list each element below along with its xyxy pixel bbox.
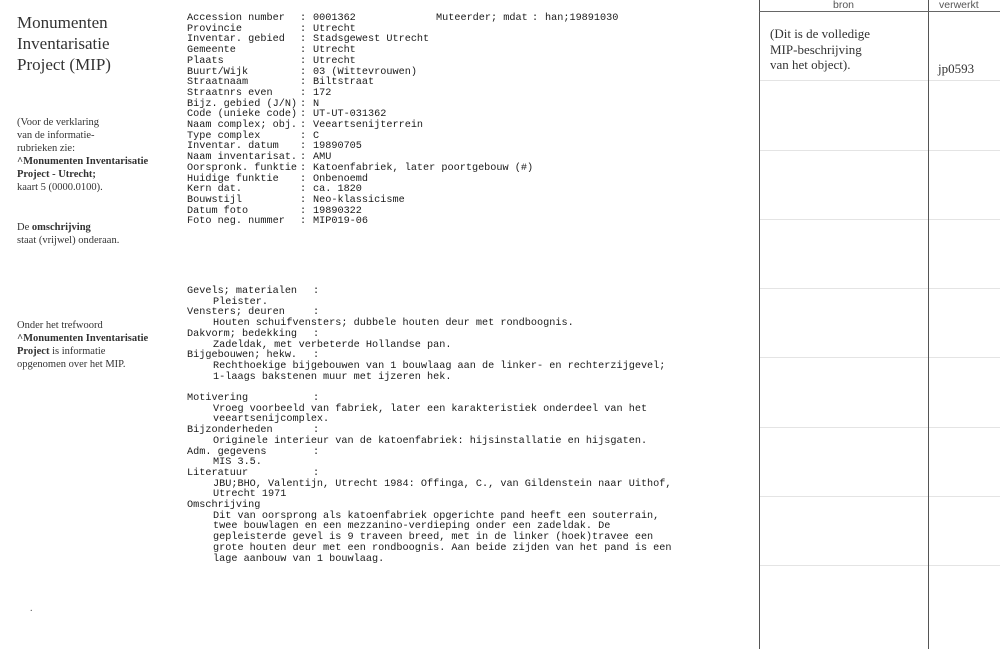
- field-row: [187, 217, 752, 228]
- section-text: JBU;BHO, Valentijn, Utrecht 1984: Offinga, C., van Gildenstein naar Uithof,: [213, 478, 672, 490]
- note-text: De: [17, 222, 32, 233]
- section-text: veeartsenijcomplex.: [213, 414, 330, 426]
- sidebar-title: [17, 12, 177, 75]
- section-label: Omschrijving: [187, 500, 261, 512]
- sidebar-title-line: Inventarisatie: [17, 34, 110, 53]
- field-label: Gemeente: [187, 45, 236, 57]
- field-label: Huidige funktie: [187, 173, 279, 185]
- section-text: grote houten deur met een rondboognis. Aan beide zijden van het pand is een: [213, 542, 672, 554]
- field-row: [187, 14, 752, 25]
- table-row-line: [760, 219, 928, 220]
- field-colon: :: [300, 173, 307, 185]
- field-colon: :: [300, 13, 307, 24]
- section-text: Originele interieur van de katoenfabriek: hijsinstallatie en hijsgaten.: [213, 435, 648, 447]
- table-row-line: [760, 288, 928, 289]
- column-header-bron: bron: [833, 0, 855, 11]
- mutator-label: Muteerder; mdat: [436, 13, 528, 24]
- field-label: Bouwstijl: [187, 194, 243, 206]
- table-row-line: [760, 357, 928, 358]
- field-value: Utrecht: [313, 23, 356, 35]
- field-colon: :: [300, 216, 307, 228]
- field-label: Naam complex; obj.: [187, 120, 298, 132]
- sidebar-note-description: [17, 221, 177, 247]
- table-row-line: [760, 496, 928, 497]
- section-text: Pleister.: [213, 296, 269, 308]
- field-value: N: [313, 98, 320, 110]
- sidebar: [17, 12, 177, 614]
- field-value: Biltstraat: [313, 77, 375, 89]
- field-value: 0001362: [313, 13, 356, 24]
- field-colon: :: [300, 45, 307, 57]
- note-line: staat (vrijwel) onderaan.: [17, 235, 120, 246]
- field-value: 03 (Wittevrouwen): [313, 66, 417, 78]
- field-colon: :: [300, 152, 307, 164]
- field-label: Naam inventarisat.: [187, 152, 298, 164]
- field-label: Straatnaam: [187, 77, 249, 89]
- note-line: kaart 5 (0000.0100).: [17, 182, 103, 193]
- field-label: Type complex: [187, 130, 261, 142]
- bron-cell: [770, 26, 920, 73]
- field-label: Inventar. datum: [187, 141, 279, 153]
- field-value: C: [313, 130, 320, 142]
- field-colon: :: [300, 120, 307, 132]
- field-value: Katoenfabriek, later poortgebouw (#): [313, 162, 534, 174]
- table-row-line: [760, 565, 928, 566]
- section-text: 1-laags bakstenen muur met ijzeren hek.: [213, 371, 452, 383]
- table-row-line: [760, 80, 928, 81]
- field-colon: :: [300, 66, 307, 78]
- section-colon: :: [313, 286, 320, 297]
- sidebar-title-line: Monumenten: [17, 13, 108, 32]
- field-row: [187, 185, 752, 196]
- section-text: Rechthoekige bijgebouwen van 1 bouwlaag aan de linker- en rechterzijgevel;: [213, 360, 666, 372]
- section-colon: :: [313, 328, 320, 340]
- field-value: AMU: [313, 152, 332, 164]
- note-reference-link[interactable]: Project: [17, 346, 50, 357]
- section-omschrijving: [187, 501, 752, 565]
- field-colon: :: [300, 130, 307, 142]
- field-value: Utrecht: [313, 45, 356, 57]
- field-value: Neo-klassicisme: [313, 194, 405, 206]
- field-colon: :: [300, 55, 307, 67]
- field-label: Inventar. gebied: [187, 34, 285, 46]
- field-row: [187, 121, 752, 132]
- note-line: van de informatie-: [17, 130, 95, 141]
- table-header-rule: [759, 11, 1000, 12]
- section-text: Zadeldak, met verbeterde Hollandse pan.: [213, 339, 452, 351]
- section-label: Bijzonderheden: [187, 425, 273, 437]
- field-row: [187, 57, 752, 68]
- section-colon: :: [313, 350, 320, 362]
- section-label: Bijgebouwen; hekw.: [187, 350, 298, 362]
- note-line: opgenomen over het MIP.: [17, 359, 126, 370]
- section-text: lage aanbouw van 1 bouwlaag.: [213, 553, 385, 565]
- field-colon: :: [300, 34, 307, 46]
- section-bijzonderheden: [187, 426, 752, 447]
- table-row-line: [929, 80, 1000, 81]
- table-row-line: [929, 496, 1000, 497]
- field-colon: :: [300, 87, 307, 99]
- field-colon: :: [532, 13, 539, 24]
- section-text: twee bouwlagen en een mezzanino-verdieping onder een zadeldak. De: [213, 521, 611, 533]
- section-label: Dakvorm; bedekking: [187, 328, 298, 340]
- description-sections: [187, 287, 752, 565]
- field-colon: :: [300, 77, 307, 89]
- section-colon: :: [313, 393, 320, 405]
- mutator-value: han;19891030: [545, 13, 619, 24]
- field-colon: :: [300, 109, 307, 121]
- field-row: [187, 175, 752, 186]
- bron-line: MIP-beschrijving: [770, 41, 862, 57]
- field-label: Provincie: [187, 23, 243, 35]
- section-colon: :: [313, 446, 320, 458]
- field-label: Oorspronk. funktie: [187, 162, 298, 174]
- section-text: Houten schuifvensters; dubbele houten deur met rondboognis.: [213, 318, 574, 330]
- sidebar-note-keyword: [17, 319, 177, 371]
- table-divider: [928, 0, 929, 649]
- field-colon: :: [300, 184, 307, 196]
- section-label: Vensters; deuren: [187, 307, 285, 319]
- field-label: Plaats: [187, 55, 224, 67]
- section-literatuur: [187, 469, 752, 501]
- note-text: is informatie: [49, 346, 106, 357]
- section-bijgebouwen: [187, 351, 752, 383]
- field-label: Straatnrs even: [187, 87, 273, 99]
- note-reference-link[interactable]: ^Monumenten Inventarisatie: [17, 333, 149, 344]
- field-row: [187, 196, 752, 207]
- table-row-line: [929, 288, 1000, 289]
- section-label: Gevels; materialen: [187, 286, 298, 297]
- table-row-line: [760, 150, 928, 151]
- field-colon: :: [300, 98, 307, 110]
- section-dakvorm: [187, 330, 752, 351]
- section-text: Vroeg voorbeeld van fabriek, later een karakteristiek onderdeel van het: [213, 403, 648, 415]
- note-reference-link[interactable]: ^Monumenten Inventarisatie: [17, 156, 149, 167]
- field-row: [187, 68, 752, 79]
- field-colon: :: [300, 141, 307, 153]
- field-value: ca. 1820: [313, 184, 362, 196]
- field-label: Datum foto: [187, 205, 249, 217]
- section-label: Adm. gegevens: [187, 446, 267, 458]
- field-value: Onbenoemd: [313, 173, 369, 185]
- section-text: Dit van oorsprong als katoenfabriek opgerichte pand heeft een souterrain,: [213, 510, 660, 522]
- section-gevels: [187, 287, 752, 308]
- bron-line: (Dit is de volledige: [770, 26, 871, 41]
- field-row: [187, 46, 752, 57]
- table-row-line: [929, 357, 1000, 358]
- section-label: Motivering: [187, 393, 249, 405]
- table-row-line: [929, 150, 1000, 151]
- field-value: MIP019-06: [313, 216, 369, 228]
- field-colon: :: [300, 194, 307, 206]
- note-line: Onder het trefwoord: [17, 320, 103, 331]
- note-line: rubrieken zie:: [17, 143, 76, 154]
- note-keyword: omschrijving: [31, 222, 91, 233]
- table-row-line: [929, 565, 1000, 566]
- field-label: Buurt/Wijk: [187, 66, 249, 78]
- field-value: 172: [313, 87, 332, 99]
- table-row-line: [929, 427, 1000, 428]
- section-colon: :: [313, 307, 320, 319]
- field-label: Bijz. gebied (J/N): [187, 98, 298, 110]
- record-fields: [187, 14, 752, 228]
- section-text: MIS 3.5.: [213, 457, 262, 469]
- section-text: Utrecht 1971: [213, 489, 287, 501]
- field-value: Stadsgewest Utrecht: [313, 34, 430, 46]
- section-colon: :: [313, 467, 320, 479]
- section-adm-gegevens: [187, 448, 752, 469]
- section-label: Literatuur: [187, 467, 249, 479]
- field-label: Kern dat.: [187, 184, 243, 196]
- table-divider: [759, 0, 760, 649]
- section-gap: [187, 383, 752, 394]
- section-colon: :: [313, 425, 320, 437]
- stray-mark: .: [30, 603, 33, 614]
- field-colon: :: [300, 162, 307, 174]
- field-label: Accession number: [187, 13, 285, 24]
- table-row-line: [760, 427, 928, 428]
- field-value: Veeartsenijterrein: [313, 120, 424, 132]
- section-motivering: [187, 394, 752, 426]
- note-line: (Voor de verklaring: [17, 117, 100, 128]
- source-table: [759, 0, 1000, 649]
- field-value: 19890705: [313, 141, 362, 153]
- column-header-verwerkt: verwerkt: [939, 0, 979, 11]
- section-text: gepleisterde gevel is 9 traveen breed, met in de linker (hoek)travee een: [213, 532, 654, 544]
- note-reference-link[interactable]: Project - Utrecht;: [17, 169, 96, 180]
- sidebar-note-explanation: [17, 116, 177, 194]
- field-label: Foto neg. nummer: [187, 216, 285, 228]
- field-label: Code (unieke code): [187, 109, 298, 121]
- field-row: [187, 35, 752, 46]
- sidebar-title-line: Project (MIP): [17, 55, 111, 74]
- field-colon: :: [300, 205, 307, 217]
- field-row: [187, 164, 752, 175]
- field-value: Utrecht: [313, 55, 356, 67]
- bron-line: van het object).: [770, 57, 851, 72]
- field-value: UT-UT-031362: [313, 109, 387, 121]
- verwerkt-cell: jp0593: [938, 61, 975, 76]
- section-vensters: [187, 308, 752, 329]
- field-value: 19890322: [313, 205, 362, 217]
- field-colon: :: [300, 23, 307, 35]
- table-row-line: [929, 219, 1000, 220]
